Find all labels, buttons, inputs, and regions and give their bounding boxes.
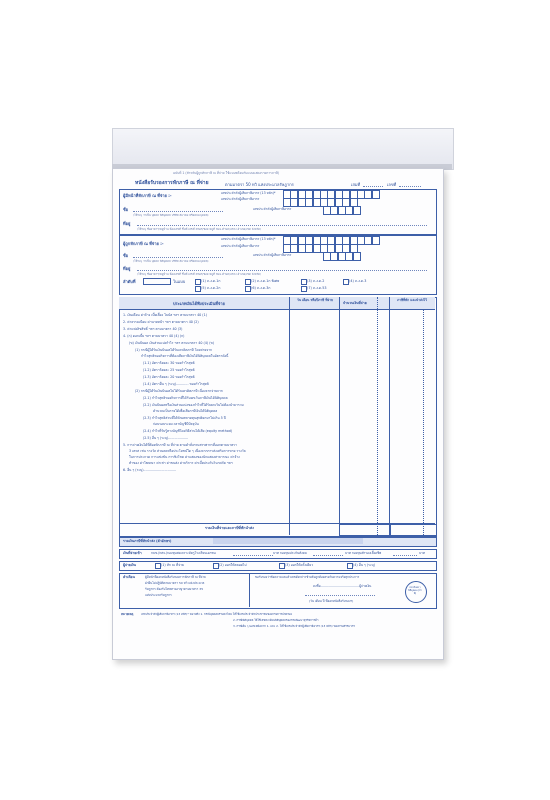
payer-type-2-label: (2) ออกให้ตลอดไป bbox=[219, 562, 247, 567]
certification-divider bbox=[249, 573, 250, 607]
fund-amount-1-field[interactable] bbox=[233, 555, 273, 556]
payee-tax-id-10-label: เลขประจำตัวผู้เสียภาษีอากร bbox=[221, 244, 260, 248]
option-7-label: (7) ภ.ง.ด.53 bbox=[307, 285, 327, 290]
col-tax-header: ภาษีที่หัก และนำส่งไว้ bbox=[397, 298, 427, 302]
payee-address-hint: (ให้ระบุ ชื่ออาคาร/หมู่บ้าน ห้องเลขที่ ชั้นที่ เลขที่ ตรอก/ซอย หมู่ที่ ถนน ตำบล/แขวง อำเภอ/เขต จังหวัด) bbox=[137, 272, 262, 276]
row-4b2-2-sub-label: คำนวณเป็นรายได้เพื่อเสียภาษีเงินได้นิติบุคคล bbox=[153, 409, 218, 413]
row-4b2-2-label: (2.2) เงินปันผลหรือเงินส่วนแบ่งของกำไรที่ได้รับยกเว้นไม่ต้องนำมารวม bbox=[143, 403, 244, 407]
signature-line[interactable]: ลงชื่อ......................................ผู้จ่ายเงิน bbox=[313, 584, 372, 588]
row-4b2-4-label: (2.4) กำไรที่รับรู้ทางบัญชีโดยวิธีส่วนได้เสีย (equity method) bbox=[143, 429, 233, 433]
row-4b2-5-label: (2.5) อื่น ๆ (ระบุ)................... bbox=[143, 436, 189, 440]
payee-label: ผู้ถูกหักภาษี ณ ที่จ่าย :- bbox=[123, 241, 164, 246]
row-4b2-3-label: (2.3) กำไรสุทธิส่วนที่ได้หักผลขาดทุนสุทธิยกมาไม่เกิน 5 ปี bbox=[143, 416, 226, 420]
payer-name-hint: (ให้ระบุ ว่าเป็น บุคคล นิติบุคคล บริษัท สมาคม หรือคณะบุคคล) bbox=[133, 213, 209, 217]
payee-name-field[interactable] bbox=[133, 257, 223, 258]
note-line-2: 2. กรณีนิติบุคคล ให้ใช้เลขทะเบียนนิติบุคคลของกรมพัฒนาธุรกิจการค้า bbox=[233, 618, 319, 622]
payee-address-field[interactable] bbox=[137, 270, 427, 271]
note-line-3: 3. กรณีอื่น ๆ นอกเหนือจาก 1. และ 2. ให้ใช้เลขประจำตัวผู้เสียภาษีอากร (13 หลัก) ของกรมสรรพากร bbox=[233, 624, 355, 628]
total-tax-field[interactable] bbox=[389, 524, 437, 536]
warning-line-4: แห่งประมวลรัษฎากร bbox=[145, 593, 172, 597]
total-amount-field[interactable] bbox=[339, 524, 391, 536]
payer-branch-field[interactable] bbox=[323, 206, 360, 213]
payer-type-3-label: (3) ออกให้ครั้งเดียว bbox=[285, 562, 314, 567]
row-3-label: 3. ค่าแห่งลิขสิทธิ์ ฯลฯ ตามมาตรา 40 (3) bbox=[123, 327, 183, 331]
payee-name-hint: (ให้ระบุ ว่าเป็น บุคคล นิติบุคคล บริษัท สมาคม หรือคณะบุคคล) bbox=[133, 259, 209, 263]
row-1-label: 1. เงินเดือน ค่าจ้าง เบี้ยเลี้ยง โบนัส ฯลฯ ตามมาตรา 40 (1) bbox=[123, 313, 207, 317]
sequence-label: ลำดับที่ bbox=[123, 279, 136, 284]
payee-name-label: ชื่อ bbox=[123, 253, 129, 258]
payer-label: ผู้มีหน้าที่หักภาษี ณ ที่จ่าย :- bbox=[123, 193, 172, 198]
fund-amount-3-field[interactable] bbox=[393, 555, 417, 556]
table-col-divider-3 bbox=[389, 297, 390, 535]
row-6-label: 6. อื่น ๆ (ระบุ)............................... bbox=[123, 468, 176, 472]
option-3-label: (3) ภ.ง.ด.2 bbox=[307, 278, 325, 283]
payee-section bbox=[119, 235, 437, 295]
warning-line-1: ผู้มีหน้าที่ออกหนังสือรับรองการหักภาษี ณ ที่จ่าย bbox=[145, 575, 206, 579]
payer-type-label: ผู้จ่ายเงิน bbox=[123, 562, 136, 567]
option-2-label: (2) ภ.ง.ด.1ก พิเศษ bbox=[251, 278, 280, 283]
payer-name-field[interactable] bbox=[133, 211, 223, 212]
row-4b1-4-label: (1.4) อัตราอื่น ๆ (ระบุ)............ ของกำไรสุทธิ bbox=[143, 382, 209, 386]
form-title: หนังสือรับรองการหักภาษี ณ ที่จ่าย bbox=[135, 180, 209, 186]
payer-address-hint: (ให้ระบุ ชื่ออาคาร/หมู่บ้าน ห้องเลขที่ ชั้นที่ เลขที่ ตรอก/ซอย หมู่ที่ ถนน ตำบล/แขวง อำเภอ/เขต จังหวัด) bbox=[137, 227, 262, 231]
issue-date-label: (วัน เดือน ปี ที่ออกหนังสือรับรองฯ) bbox=[309, 599, 354, 603]
col-type-header: ประเภทเงินได้พึงประเมินที่จ่าย bbox=[173, 301, 225, 306]
doc-number-label: เลขที่ bbox=[387, 181, 397, 187]
fund-amount-2-field[interactable] bbox=[313, 555, 343, 556]
payee-branch-label: เลขประจำตัวผู้เสียภาษีอากร bbox=[253, 253, 292, 257]
payer-tax-id-10-field[interactable] bbox=[283, 198, 357, 205]
warning-line-2: ฝ่าฝืนไม่ปฏิบัติตามมาตรา 50 ทวิ แห่งประมวล bbox=[145, 581, 205, 585]
table-col-divider-1 bbox=[289, 297, 290, 535]
payee-branch-field[interactable] bbox=[323, 252, 360, 259]
sequence-field[interactable] bbox=[143, 278, 171, 285]
option-4-label: (4) ภ.ง.ด.3 bbox=[349, 278, 367, 283]
payer-type-1-label: (1) หัก ณ ที่จ่าย bbox=[161, 562, 184, 567]
row-4b1-sub-label: กำไรสุทธิของกิจการที่ต้องเสียภาษีเงินได้นิติบุคคลในอัตราดังนี้ bbox=[141, 354, 229, 358]
certify-text: ขอรับรองว่าข้อความและตัวเลขดังกล่าวข้างต้นถูกต้องตรงกับความจริงทุกประการ bbox=[255, 575, 360, 579]
option-5-label: (5) ภ.ง.ด.2ก bbox=[201, 285, 221, 290]
fund-label: เงินที่จ่ายเข้า bbox=[123, 550, 142, 555]
book-number-label: เล่มที่ bbox=[351, 181, 361, 187]
payer-tax-id-13-field[interactable] bbox=[283, 190, 379, 197]
payer-branch-label: เลขประจำตัวผู้เสียภาษีอากร bbox=[253, 207, 292, 211]
note-line-1: เลขประจำตัวผู้เสียภาษีอากร (13 หลัก)* หมายถึง 1. กรณีบุคคลธรรมดาไทย ให้ใช้เลขประจำตัวประชาชนของกรมการปกครอง bbox=[141, 612, 292, 616]
payee-address-label: ที่อยู่ bbox=[123, 266, 131, 271]
row-4b2-3-sub-label: ก่อนรอบระยะเวลาบัญชีปีปัจจุบัน bbox=[153, 422, 199, 426]
row-2-label: 2. ค่าธรรมเนียม ค่านายหน้า ฯลฯ ตามมาตรา 40 (2) bbox=[123, 320, 199, 324]
payee-tax-id-10-field[interactable] bbox=[283, 244, 357, 251]
form-subtitle: ตามมาตรา 50 ทวิ แห่งประมวลรัษฎากร bbox=[225, 181, 294, 187]
issue-date-field[interactable] bbox=[305, 595, 375, 596]
row-5-line-3: ในการประกวด การแข่งขัน การชิงโชค ค่าแสดงของนักแสดงสาธารณะ ค่าจ้าง bbox=[129, 455, 240, 459]
row-5-label: 5. การจ่ายเงินได้ที่ต้องหักภาษี ณ ที่จ่าย ตามคำสั่งกรมสรรพากรที่ออกตามมาตรา bbox=[123, 443, 237, 447]
payer-tax-id-13-label: เลขประจำตัวผู้เสียภาษีอากร (13 หลัก)* bbox=[221, 191, 276, 195]
total-words-field[interactable] bbox=[213, 538, 363, 544]
row-4b-label: (ข) เงินปันผล เงินส่วนแบ่งกำไร ฯลฯ ตามมาตรา 40 (4) (ข) bbox=[129, 341, 215, 345]
total-words-label: รวมเงินภาษีที่หักนำส่ง (ตัวอักษร) bbox=[123, 538, 172, 543]
sequence-in-form-label: ในแบบ bbox=[173, 279, 186, 284]
payer-type-4-label: (4) อื่น ๆ (ระบุ) bbox=[353, 562, 376, 567]
notes-label: หมายเหตุ bbox=[121, 612, 134, 616]
form-top-line: ฉบับที่ 1 (สำหรับผู้ถูกหักภาษี ณ ที่จ่าย ใช้แนบพร้อมกับแบบแสดงรายการภาษี) bbox=[173, 171, 280, 175]
payer-address-label: ที่อยู่ bbox=[123, 221, 131, 226]
table-col-divider-2b bbox=[377, 297, 378, 535]
option-1-label: (1) ภ.ง.ด.1ก bbox=[201, 278, 221, 283]
row-4b1-3-label: (1.3) อัตราร้อยละ 20 ของกำไรสุทธิ bbox=[143, 375, 195, 379]
fund-text-1: กบข./กสจ./กองทุนสงเคราะห์ครูโรงเรียนเอกชน bbox=[151, 550, 216, 555]
tax-certificate-form bbox=[112, 168, 444, 660]
warning-line-3: รัษฎากร ต้องรับโทษทางอาญาตามมาตรา 35 bbox=[145, 587, 204, 591]
payee-tax-id-13-label: เลขประจำตัวผู้เสียภาษีอากร (13 หลัก)* bbox=[221, 237, 276, 241]
table-col-divider-3b bbox=[423, 309, 424, 535]
warning-label: คำเตือน bbox=[123, 575, 135, 579]
payer-address-field[interactable] bbox=[137, 225, 427, 226]
book-number-field[interactable] bbox=[363, 186, 383, 187]
row-4b1-label: (1) กรณีผู้ได้รับเงินปันผลได้รับเครดิตภาษี โดยจ่ายจาก bbox=[135, 348, 213, 352]
col-amount-header: จำนวนเงินที่จ่าย bbox=[343, 301, 367, 305]
doc-number-field[interactable] bbox=[399, 186, 421, 187]
payer-tax-id-10-label: เลขประจำตัวผู้เสียภาษีอากร bbox=[221, 197, 260, 201]
fund-text-2: บาท กองทุนประกันสังคม bbox=[273, 550, 307, 555]
fund-text-3: บาท กองทุนสำรองเลี้ยงชีพ bbox=[345, 550, 382, 555]
table-header-divider bbox=[119, 309, 435, 310]
row-4b1-2-label: (1.2) อัตราร้อยละ 25 ของกำไรสุทธิ bbox=[143, 368, 195, 372]
row-4b1-1-label: (1.1) อัตราร้อยละ 30 ของกำไรสุทธิ bbox=[143, 361, 195, 365]
col-date-header: วัน เดือน หรือปีภาษี ที่จ่าย bbox=[297, 298, 333, 302]
payee-tax-id-13-field[interactable] bbox=[283, 236, 379, 243]
row-4a-label: 4. (ก) ดอกเบี้ย ฯลฯ ตามมาตรา 40 (4) (ก) bbox=[123, 334, 185, 338]
row-5-line-4: ทำของ ค่าโฆษณา ค่าเช่า ค่าขนส่ง ค่าบริการ ค่าเบี้ยประกันวินาศภัย ฯลฯ bbox=[129, 461, 233, 465]
total-label: รวมเงินที่จ่ายและภาษีที่หักนำส่ง bbox=[205, 526, 254, 530]
payer-name-label: ชื่อ bbox=[123, 207, 129, 212]
row-4b2-1-label: (2.1) กำไรสุทธิของกิจการที่ได้รับยกเว้นภาษีเงินได้นิติบุคคล bbox=[143, 396, 228, 400]
company-stamp-text: ประทับตรา นิติบุคคล (ถ้ามี) bbox=[408, 586, 422, 595]
row-4b2-label: (2) กรณีผู้ได้รับเงินปันผลไม่ได้รับเครดิตภาษี เนื่องจากจ่ายจาก bbox=[135, 389, 223, 393]
fund-text-4: บาท bbox=[419, 550, 425, 555]
income-table-header bbox=[119, 297, 435, 309]
table-col-divider-2 bbox=[339, 297, 340, 535]
row-5-line-2: 3 เตรส เช่น รางวัล ส่วนลดหรือประโยชน์ใด ๆ เนื่องจากการส่งเสริมการขาย รางวัล bbox=[129, 449, 246, 453]
option-6-label: (6) ภ.ง.ด.3ก bbox=[251, 285, 271, 290]
